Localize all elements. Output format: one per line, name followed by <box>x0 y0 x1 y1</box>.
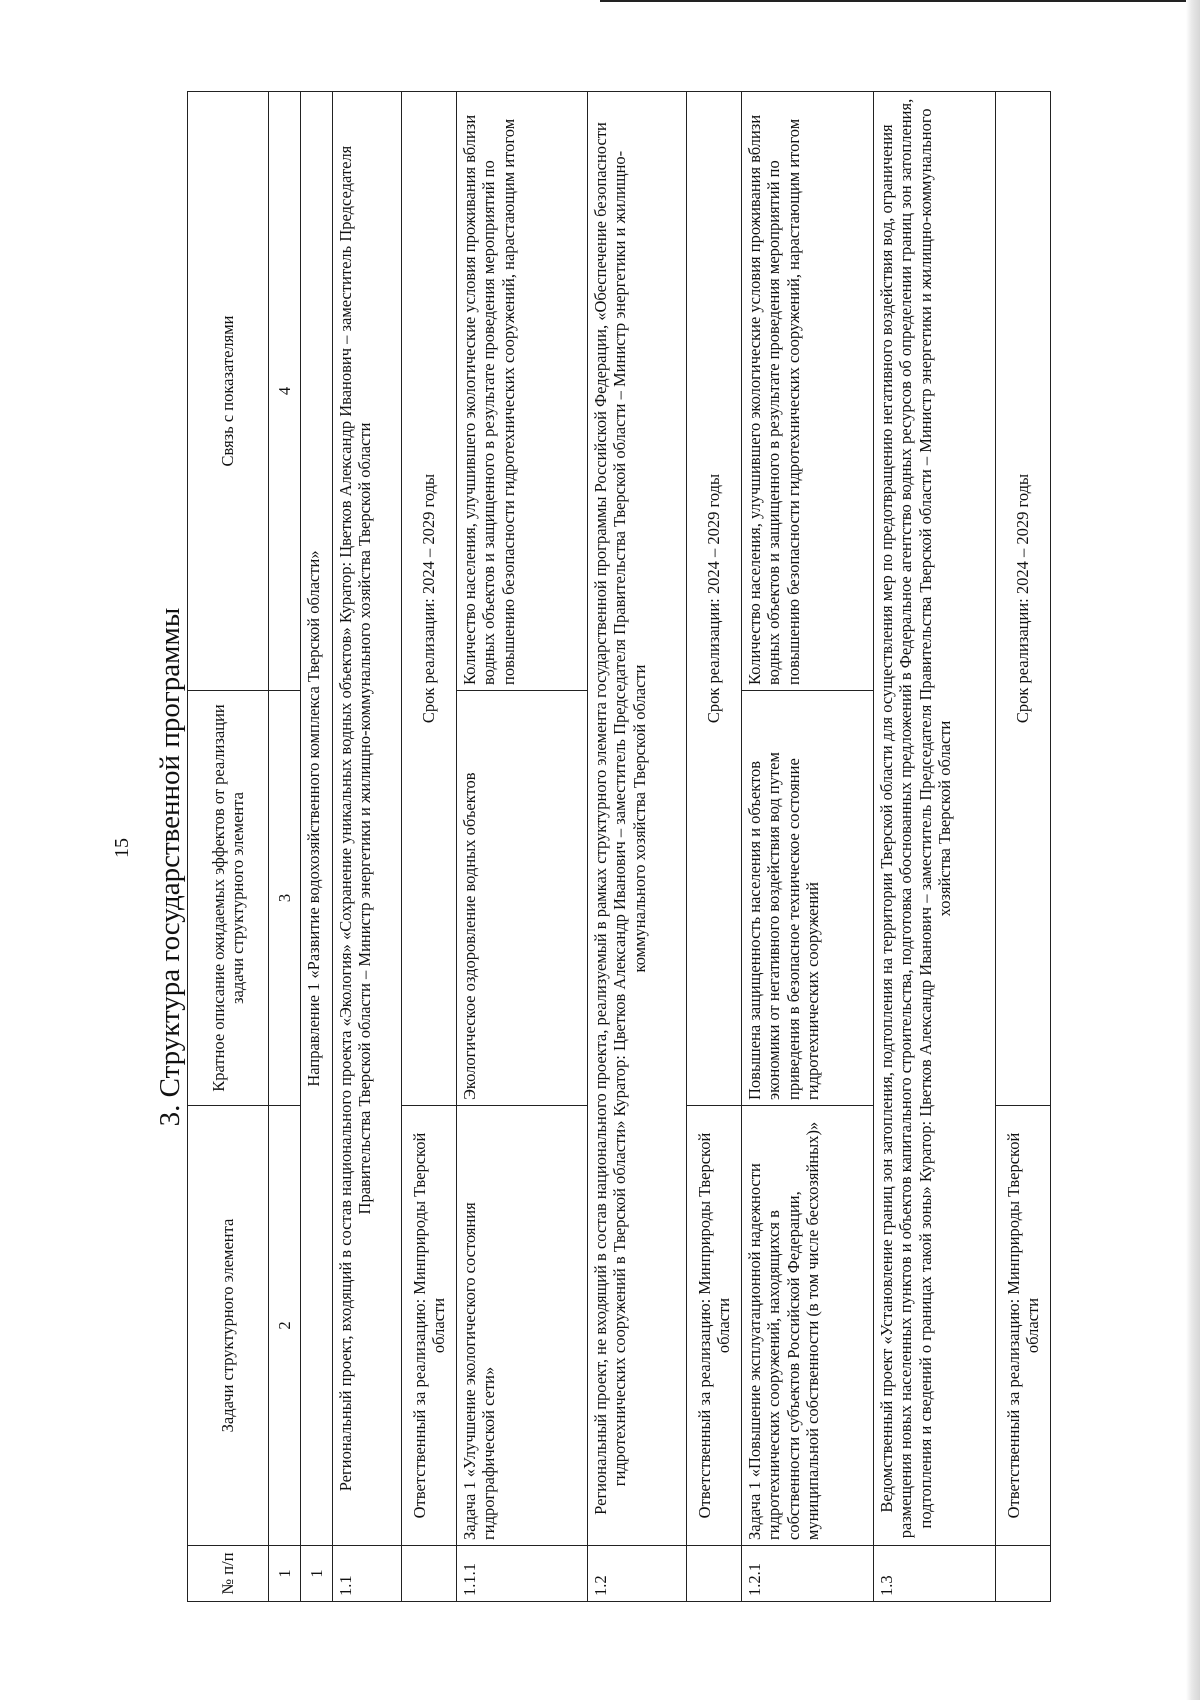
responsible-row <box>687 92 742 1602</box>
table-header-row <box>188 92 269 1602</box>
task-number: 1.1.1 <box>457 1546 588 1602</box>
column-number-cell: 3 <box>269 691 301 1106</box>
responsible-cell: Ответственный за реализацию: Минприроды Тверской области <box>996 1106 1051 1546</box>
responsible-cell: Ответственный за реализацию: Минприроды Тверской области <box>687 1106 742 1546</box>
project-row <box>588 92 687 1602</box>
project-number: 1.3 <box>874 1546 996 1602</box>
task-text: Задача 1 «Повышение эксплуатационной надежности гидротехнических сооружений, находящихся в собственности субъектов Российской Федерации, муниципальной собственности (в том числе бесхозяйных)» <box>742 1106 874 1546</box>
project-description: Региональный проект, входящий в состав национального проекта «Экология» «Сохранение уникальных водных объектов» Куратор: Цветков Александр Иванович – заместитель Председателя Правительства Тверской области – Министр энергетики и жилищно-коммунального хозяйства Тверской области <box>333 92 402 1546</box>
task-text: Задача 1 «Улучшение экологического состояния гидрографической сети» <box>457 1106 588 1546</box>
header-cell-indicators: Связь с показателями <box>188 92 269 691</box>
header-cell-number: № п/п <box>188 1546 269 1602</box>
page-title: 3. Структура государственной программы <box>154 607 186 1127</box>
project-number: 1.1 <box>333 1546 402 1602</box>
task-row <box>457 92 588 1602</box>
responsible-row <box>402 92 457 1602</box>
task-indicator: Количество населения, улучшившего экологические условия проживания вблизи водных объектов и защищенного в результате проведения мероприятий по повышению безопасности гидротехнических сооружений, нарастающим итогом <box>457 92 588 691</box>
header-cell-tasks: Задачи структурного элемента <box>188 1106 269 1546</box>
scan-right-edge <box>1186 0 1200 1700</box>
empty-cell <box>996 1546 1051 1602</box>
project-description: Региональный проект, не входящий в состав национального проекта, реализуемый в рамках структурного элемента государственной программы Российской Федерации, «Обеспечение безопасности гидротехнических сооружений в Тверской области» Куратор: Цветков Александр Иванович – заместитель Председателя Правительства Тверской области – Министр энергетики и жилищно-коммунального хозяйства Тверской области <box>588 92 687 1546</box>
column-number-cell: 2 <box>269 1106 301 1546</box>
task-row <box>742 92 874 1602</box>
project-row <box>333 92 402 1602</box>
scan-top-border <box>600 0 1200 2</box>
direction-title: Направление 1 «Развитие водохозяйственного комплекса Тверской области» <box>301 92 333 1546</box>
task-effect: Повышена защищенность населения и объектов экономики от негативного воздействия вод путем приведения в безопасное техническое состояние гидротехнических сооружений <box>742 691 874 1106</box>
period-cell: Срок реализации: 2024 – 2029 годы <box>687 92 742 1106</box>
column-number-cell: 4 <box>269 92 301 691</box>
page-number: 15 <box>111 838 133 858</box>
project-description: Ведомственный проект «Установление границ зон затопления, подтопления на территории Тверской области для осуществления мер по предотвращению негативного воздействия вод, ограничения размещения новых населенных пунктов и объектов капитального строительства, подготовка обоснованных предложений в Федеральное агентство водных ресурсов об определении границ зон затопления, подтопления и сведений о границах такой зоны» Куратор: Цветков Александр Иванович – заместитель Председателя Правительства Тверской области – Министр энергетики и жилищно-коммунального хозяйства Тверской области <box>874 92 996 1546</box>
task-indicator: Количество населения, улучшившего экологические условия проживания вблизи водных объектов и защищенного в результате проведения мероприятий по повышению безопасности гидротехнических сооружений, нарастающим итогом <box>742 92 874 691</box>
structure-table <box>187 91 1051 1602</box>
project-number: 1.2 <box>588 1546 687 1602</box>
column-number-cell: 1 <box>269 1546 301 1602</box>
structure-table-wrapper <box>187 92 1187 1602</box>
responsible-cell: Ответственный за реализацию: Минприроды Тверской области <box>402 1106 457 1546</box>
empty-cell <box>687 1546 742 1602</box>
header-cell-effects: Кратное описание ожидаемых эффектов от реализации задачи структурного элемента <box>188 691 269 1106</box>
period-cell: Срок реализации: 2024 – 2029 годы <box>996 92 1051 1106</box>
period-cell: Срок реализации: 2024 – 2029 годы <box>402 92 457 1106</box>
project-row <box>874 92 996 1602</box>
column-number-row <box>269 92 301 1602</box>
task-effect: Экологическое оздоровление водных объектов <box>457 691 588 1106</box>
responsible-row <box>996 92 1051 1602</box>
direction-number: 1 <box>301 1546 333 1602</box>
task-number: 1.2.1 <box>742 1546 874 1602</box>
empty-cell <box>402 1546 457 1602</box>
direction-row <box>301 92 333 1602</box>
